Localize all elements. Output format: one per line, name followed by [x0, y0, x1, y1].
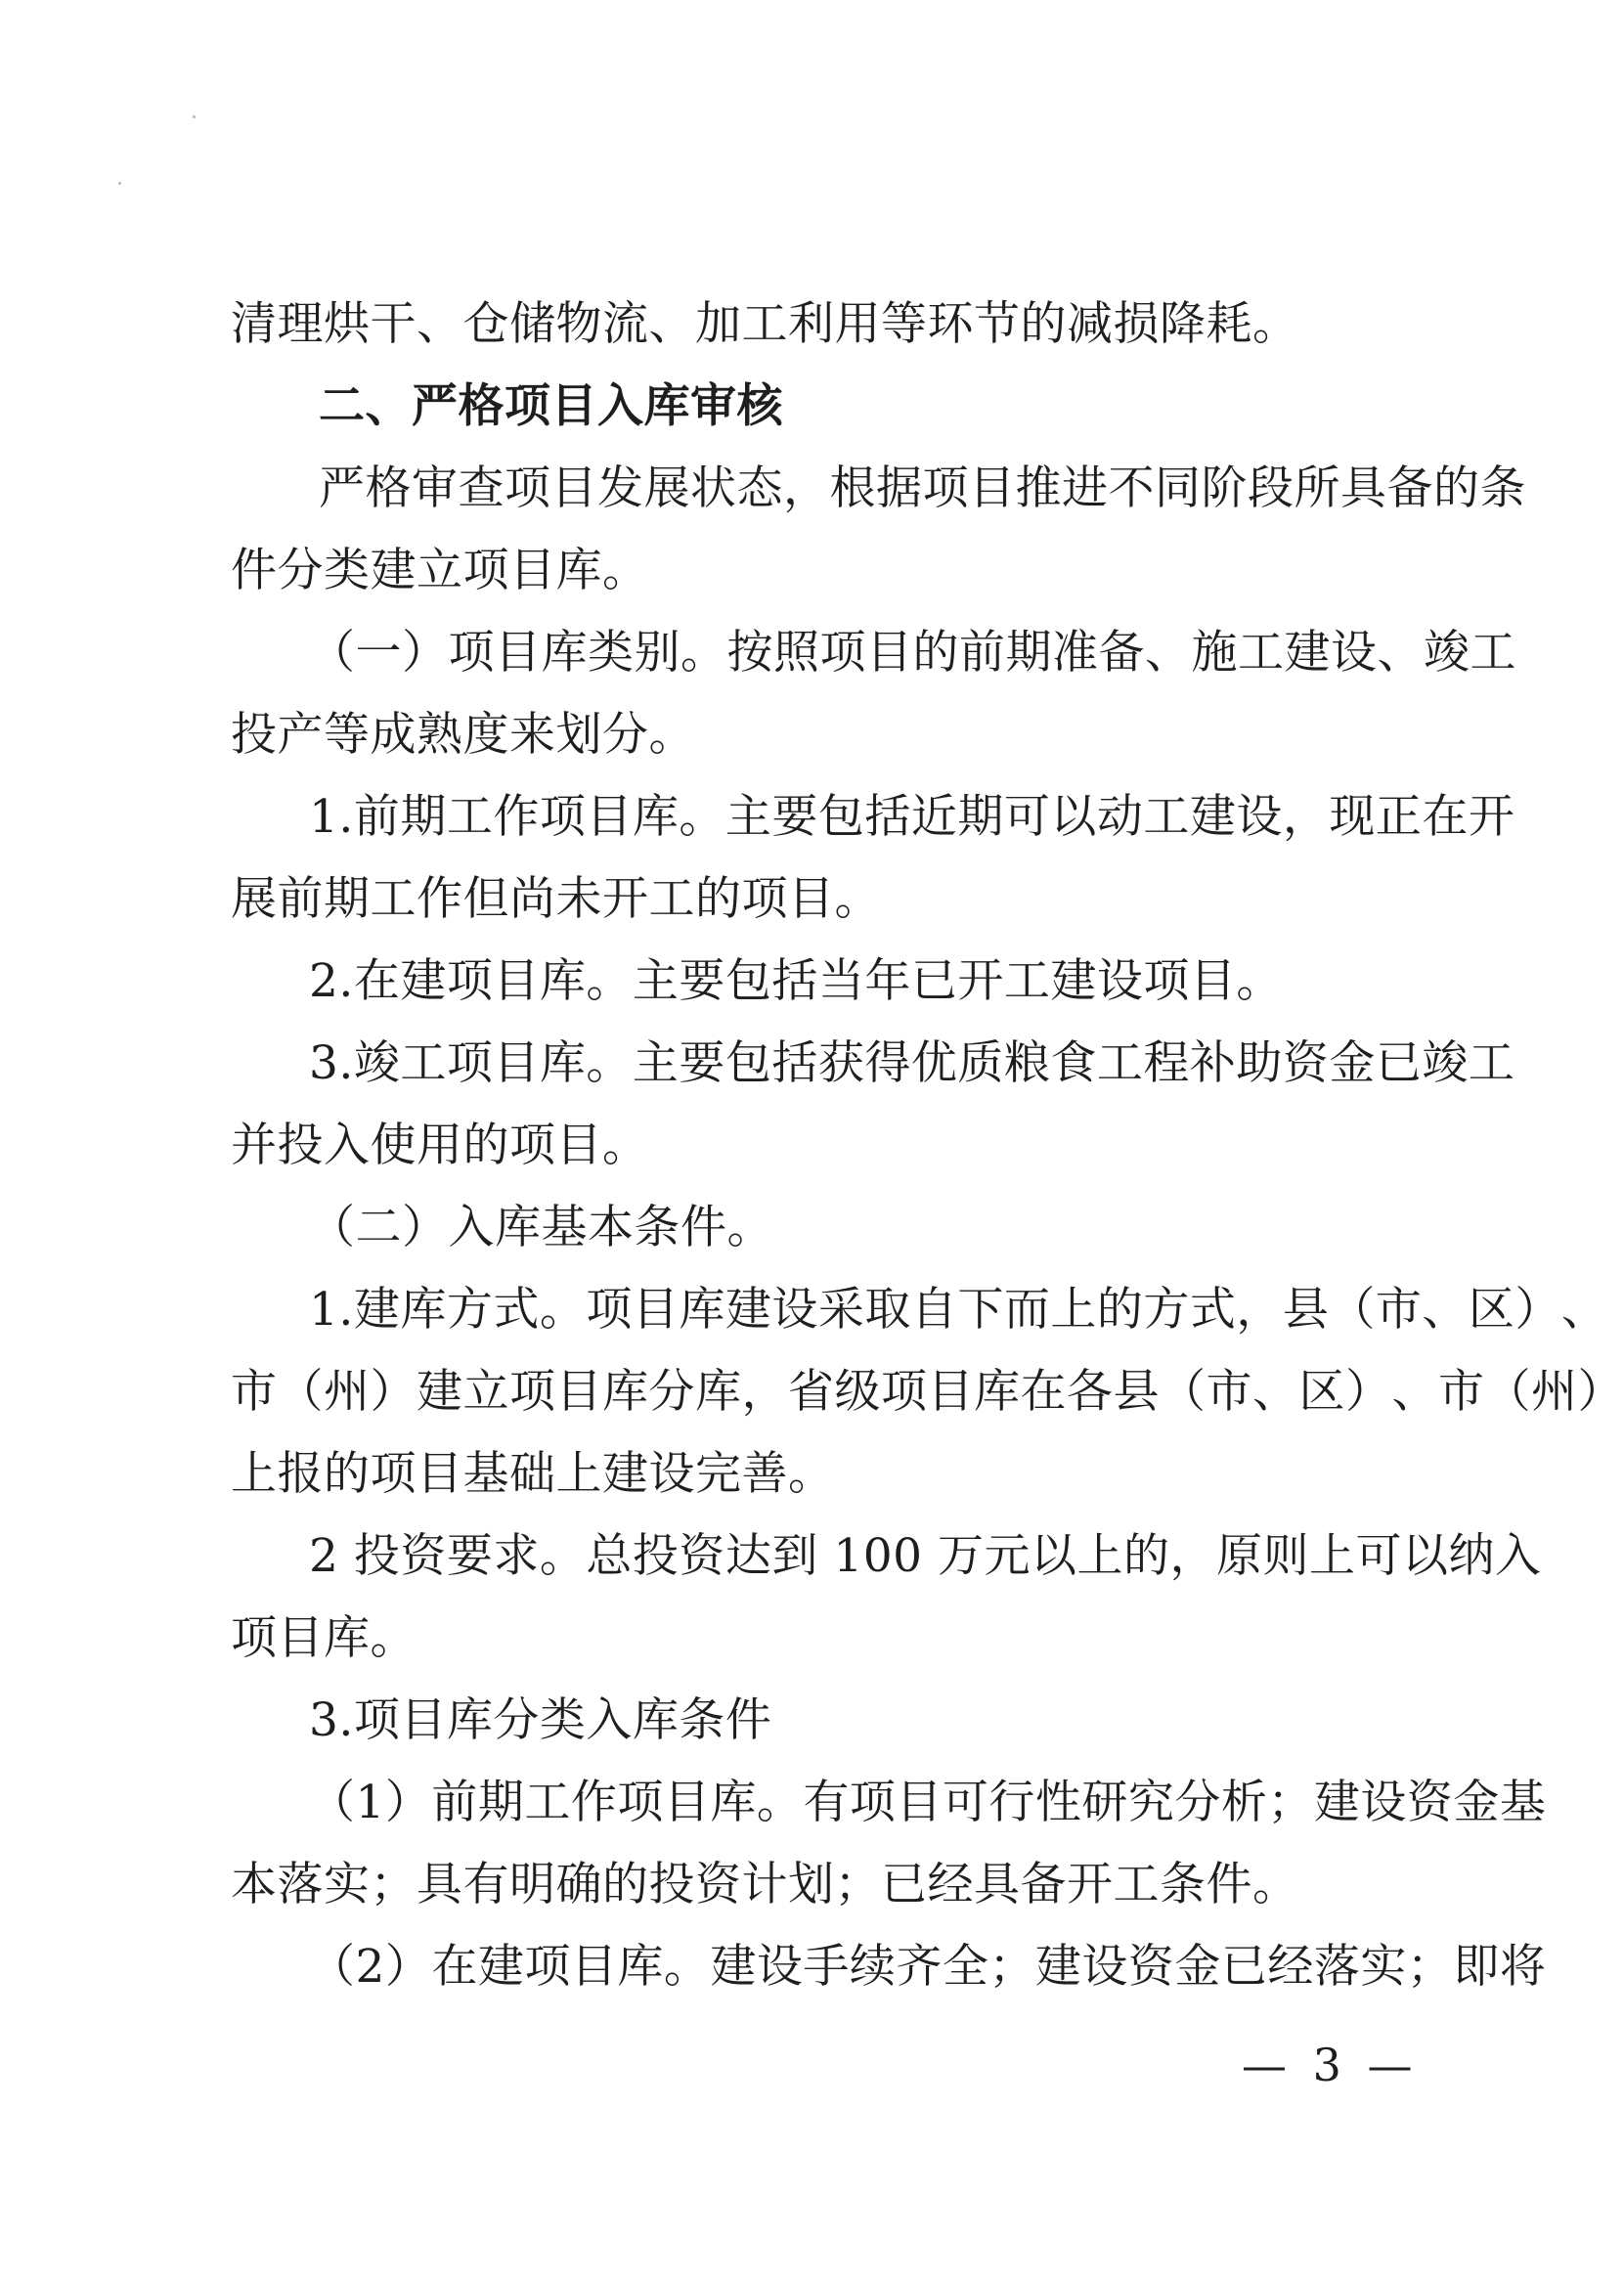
item-2-1-line-3: 上报的项目基础上建设完善。 [231, 1447, 835, 1501]
paragraph-1-line-1: 清理烘干、仓储物流、加工利用等环节的减损降耗。 [231, 297, 1299, 351]
item-1-1-line-1: 1 . 前 期 工 作 项 目 库 。 主 要 包 括 近 期 可 以 动 工 建 设 ， 现 正 在 开 [309, 790, 1515, 844]
item-2-2-line-1: 2 投 资 要 求 。 总 投 资 达 到 1 0 0 万 元 以 上 的 ， 原 则 上 可 以 纳 入 [309, 1529, 1542, 1583]
item-2-3-line-1: 3.项目库分类入库条件 [309, 1693, 772, 1747]
subsection-1-line-1: （ 一 ） 项 目 库 类 别 。 按 照 项 目 的 前 期 准 备 、 施 工 建 设 、 竣 工 [309, 626, 1516, 680]
item-1-3-line-2: 并投入使用的项目。 [231, 1119, 649, 1172]
subsection-1-line-2: 投产等成熟度来划分。 [231, 708, 695, 762]
scan-speck [193, 115, 196, 118]
item-2-1-line-2: 市 （ 州 ） 建 立 项 目 库 分 库 ， 省 级 项 目 库 在 各 县 （ 市 、 区 ） 、 市 （ 州 ） [231, 1365, 1624, 1419]
subsection-2-line-1: （二）入库基本条件。 [309, 1201, 773, 1254]
item-2-3-1-line-1: （ 1 ） 前 期 工 作 项 目 库 。 有 项 目 可 行 性 研 究 分 析 ； 建 设 资 金 基 [309, 1776, 1547, 1829]
item-1-1-line-2: 展前期工作但尚未开工的项目。 [231, 872, 881, 926]
item-2-3-2-line-1: （ 2 ） 在 建 项 目 库 。 建 设 手 续 齐 全 ； 建 设 资 金 已 经 落 实 ； 即 将 [309, 1940, 1547, 1994]
page-number: — 3 — [1242, 2039, 1419, 2091]
item-1-2-line-1: 2.在建项目库。主要包括当年已开工建设项目。 [309, 954, 1283, 1008]
item-2-3-1-line-2: 本落实；具有明确的投资计划；已经具备开工条件。 [231, 1858, 1299, 1911]
paragraph-2-line-2: 件分类建立项目库。 [231, 544, 649, 597]
section-heading: 二、严格项目入库审核 [319, 379, 783, 433]
item-1-3-line-1: 3 . 竣 工 项 目 库 。 主 要 包 括 获 得 优 质 粮 食 工 程 补 助 资 金 已 竣 工 [309, 1036, 1515, 1090]
item-2-2-line-2: 项目库。 [231, 1611, 417, 1665]
paragraph-2-line-1: 严 格 审 查 项 目 发 展 状 态 ， 根 据 项 目 推 进 不 同 阶 段 所 具 备 的 条 [319, 461, 1526, 515]
item-2-1-line-1: 1 . 建 库 方 式 。 项 目 库 建 设 采 取 自 下 而 上 的 方 式 ， 县 （ 市 、 区 ） 、 [309, 1283, 1608, 1337]
scan-speck [118, 182, 121, 185]
